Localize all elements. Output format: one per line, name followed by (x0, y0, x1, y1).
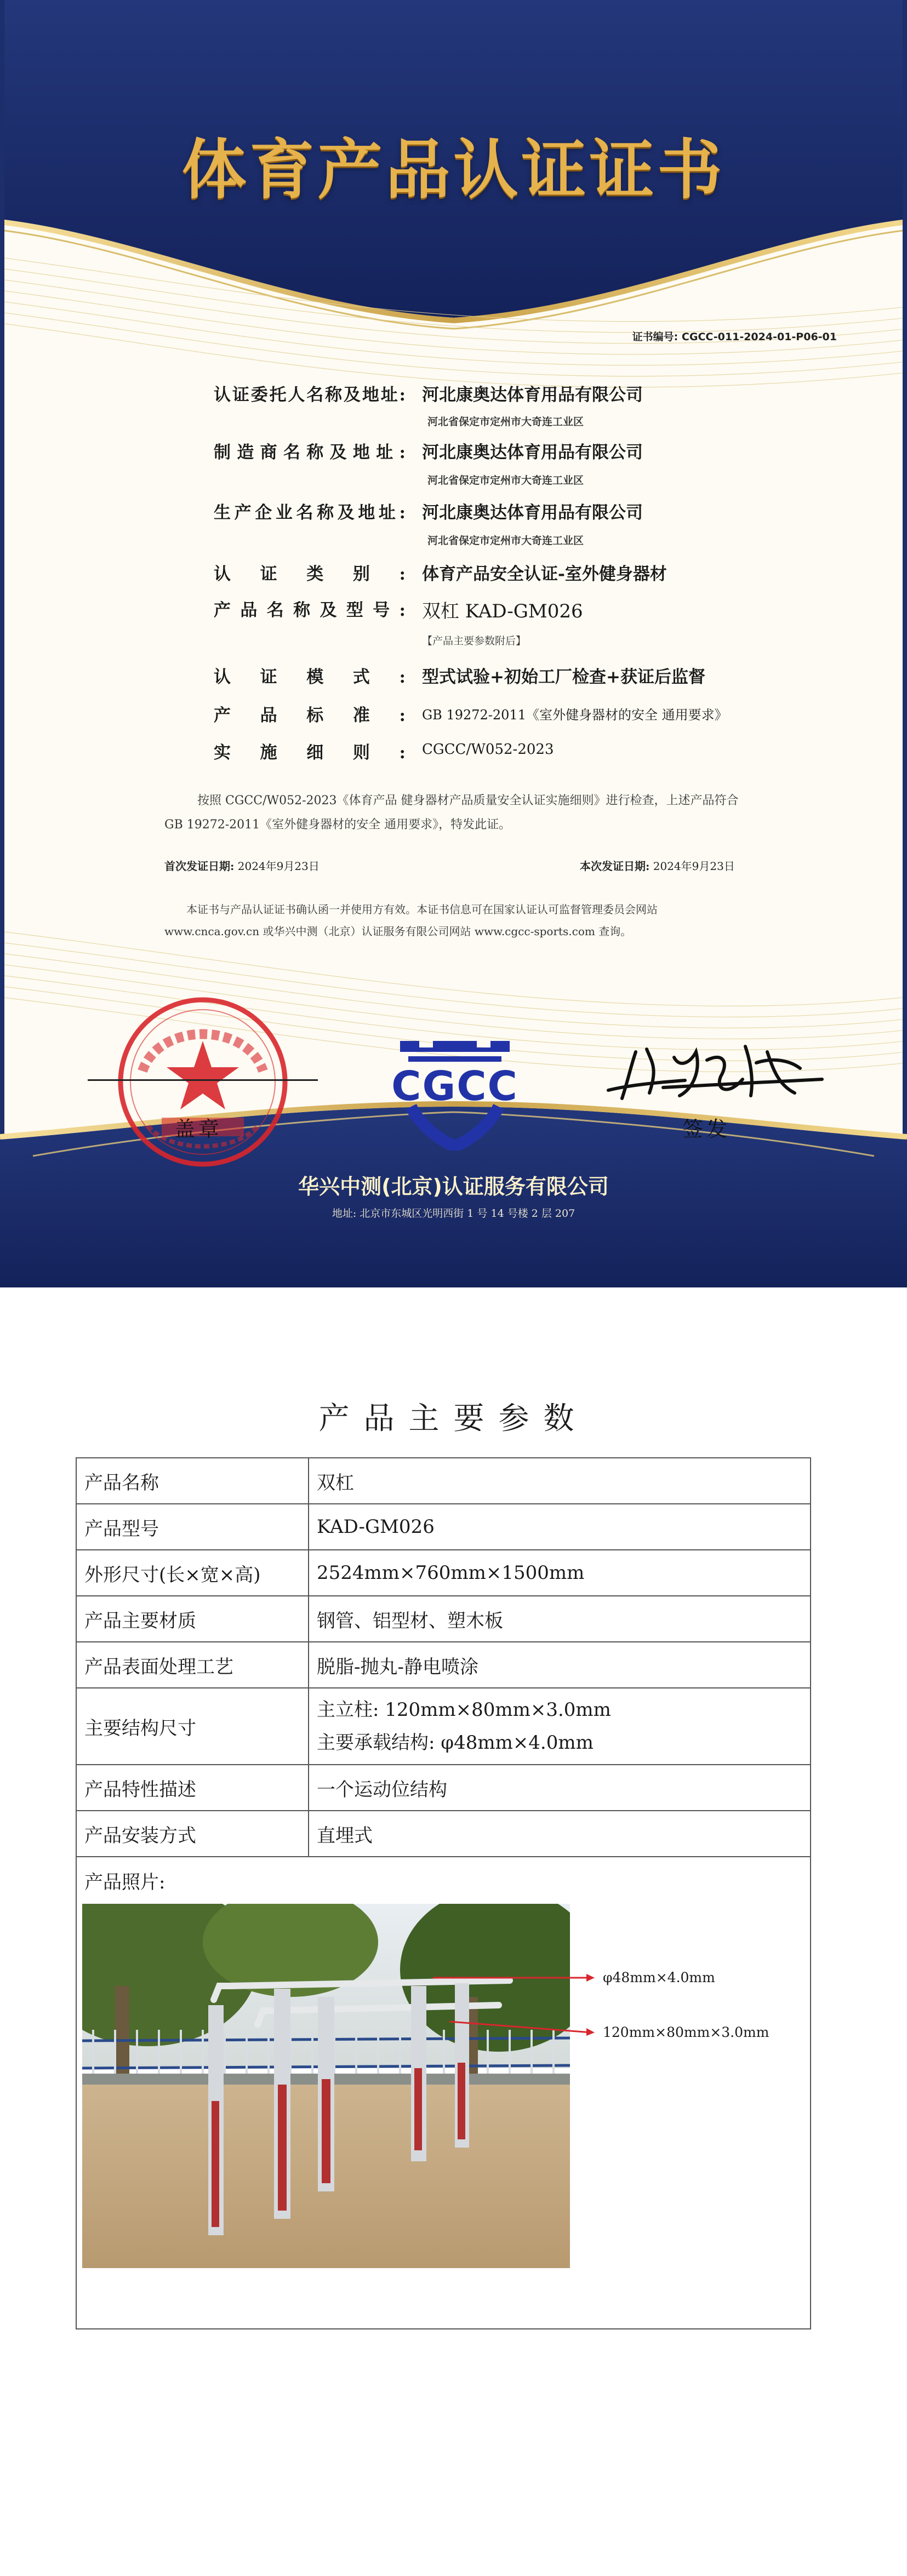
cgcc-logo-icon (378, 1030, 532, 1150)
statement: 按照 CGCC/W052-2023《体育产品 健身器材产品质量安全认证实施细则》进行检查，上述产品符合 GB 19272-2011《室外健身器材的安全 通用要求》，特发此证。 (164, 794, 739, 832)
param-value-line: 主要承载结构: φ48mm×4.0mm (317, 1732, 594, 1754)
param-value (309, 1688, 811, 1765)
certificate-number: 证书编号: CGCC-011-2024-01-P06-01 (632, 331, 837, 343)
param-key: 产品主要材质 (76, 1596, 309, 1642)
table-row (76, 1642, 811, 1688)
mode-value: 型式试验+初始工厂检查+获证后监督 (422, 667, 705, 687)
param-value: 脱脂-抛丸-静电喷涂 (309, 1642, 811, 1688)
current-issue-date: 本次发证日期: 2024年9月23日 (580, 860, 735, 873)
param-value: KAD-GM026 (309, 1504, 811, 1550)
certificate-title: 体育产品认证证书 (181, 132, 726, 208)
param-value: 钢管、铝型材、塑木板 (309, 1596, 811, 1642)
product-label: 产品名称及型号: (214, 600, 406, 620)
product-note: 【产品主要参数附后】 (422, 635, 527, 647)
photo-label: 产品照片: (84, 1871, 166, 1893)
producer-address: 河北省保定市定州市大奇连工业区 (427, 535, 584, 547)
param-key: 产品名称 (76, 1458, 309, 1504)
photo-cell (76, 1857, 811, 2329)
param-key: 产品安装方式 (76, 1811, 309, 1857)
standard-label: 产品标准: (214, 706, 406, 725)
product-value: 双杠 KAD-GM026 (422, 600, 583, 622)
param-value: 2524mm×760mm×1500mm (309, 1550, 811, 1596)
manufacturer-label: 制造商名称及地址: (214, 443, 406, 462)
table-row (76, 1811, 811, 1857)
table-row (76, 1857, 811, 2329)
table-row (76, 1688, 811, 1765)
certificate (0, 0, 907, 1287)
param-value: 直埋式 (309, 1811, 811, 1857)
param-key: 主要结构尺寸 (76, 1688, 309, 1765)
producer-label: 生产企业名称及地址: (214, 503, 406, 523)
param-key: 产品表面处理工艺 (76, 1642, 309, 1688)
rules-value: CGCC/W052-2023 (422, 741, 554, 758)
annotation-arrows (77, 1857, 812, 2328)
seal-caption: 盖章 (174, 1117, 223, 1141)
param-value: 一个运动位结构 (309, 1765, 811, 1811)
cgcc-logo-text: CGCC (391, 1063, 518, 1110)
table-row (76, 1458, 811, 1504)
client-address: 河北省保定市定州市大奇连工业区 (427, 416, 584, 428)
signature-caption: 签发 (682, 1117, 731, 1141)
signature-icon (597, 1030, 828, 1112)
first-issue-date: 首次发证日期: 2024年9月23日 (164, 860, 320, 873)
issuer-address: 地址: 北京市东城区光明西街 1 号 14 号楼 2 层 207 (332, 1207, 575, 1220)
category-value: 体育产品安全认证-室外健身器材 (422, 564, 667, 584)
params-title: 产品主要参数 (318, 1401, 589, 1436)
param-key: 外形尺寸(长×宽×高) (76, 1550, 309, 1596)
params-table (76, 1457, 811, 2329)
client-name: 河北康奥达体育用品有限公司 (422, 385, 643, 405)
table-row (76, 1596, 811, 1642)
issuer-name: 华兴中测(北京)认证服务有限公司 (298, 1175, 609, 1199)
rules-label: 实施细则: (214, 743, 406, 763)
client-label: 认证委托人名称及地址: (214, 385, 406, 405)
param-key: 产品特性描述 (76, 1765, 309, 1811)
producer-name: 河北康奥达体育用品有限公司 (422, 503, 643, 523)
mode-label: 认证模式: (214, 667, 406, 687)
param-value: 双杠 (309, 1458, 811, 1504)
param-key: 产品型号 (76, 1504, 309, 1550)
notice: 本证书与产品认证证书确认函一并使用方有效。本证书信息可在国家认证认可监督管理委员会网站 www.cnca.gov.cn 或华兴中测（北京）认证服务有限公司网站 www.cgcc-sports.com 查询。 (164, 903, 658, 938)
official-seal-icon (110, 989, 296, 1175)
table-row (76, 1504, 811, 1550)
seal-line (88, 1079, 318, 1081)
manufacturer-address: 河北省保定市定州市大奇连工业区 (427, 474, 584, 486)
annotation-bottom: 120mm×80mm×3.0mm (603, 2024, 769, 2040)
category-label: 认证类别: (214, 564, 406, 584)
table-row (76, 1765, 811, 1811)
standard-value: GB 19272-2011《室外健身器材的安全 通用要求》 (422, 707, 728, 723)
annotation-top: φ48mm×4.0mm (603, 1970, 715, 1985)
manufacturer-name: 河北康奥达体育用品有限公司 (422, 443, 643, 462)
param-value-line: 主立柱: 120mm×80mm×3.0mm (317, 1699, 611, 1721)
table-row (76, 1550, 811, 1596)
